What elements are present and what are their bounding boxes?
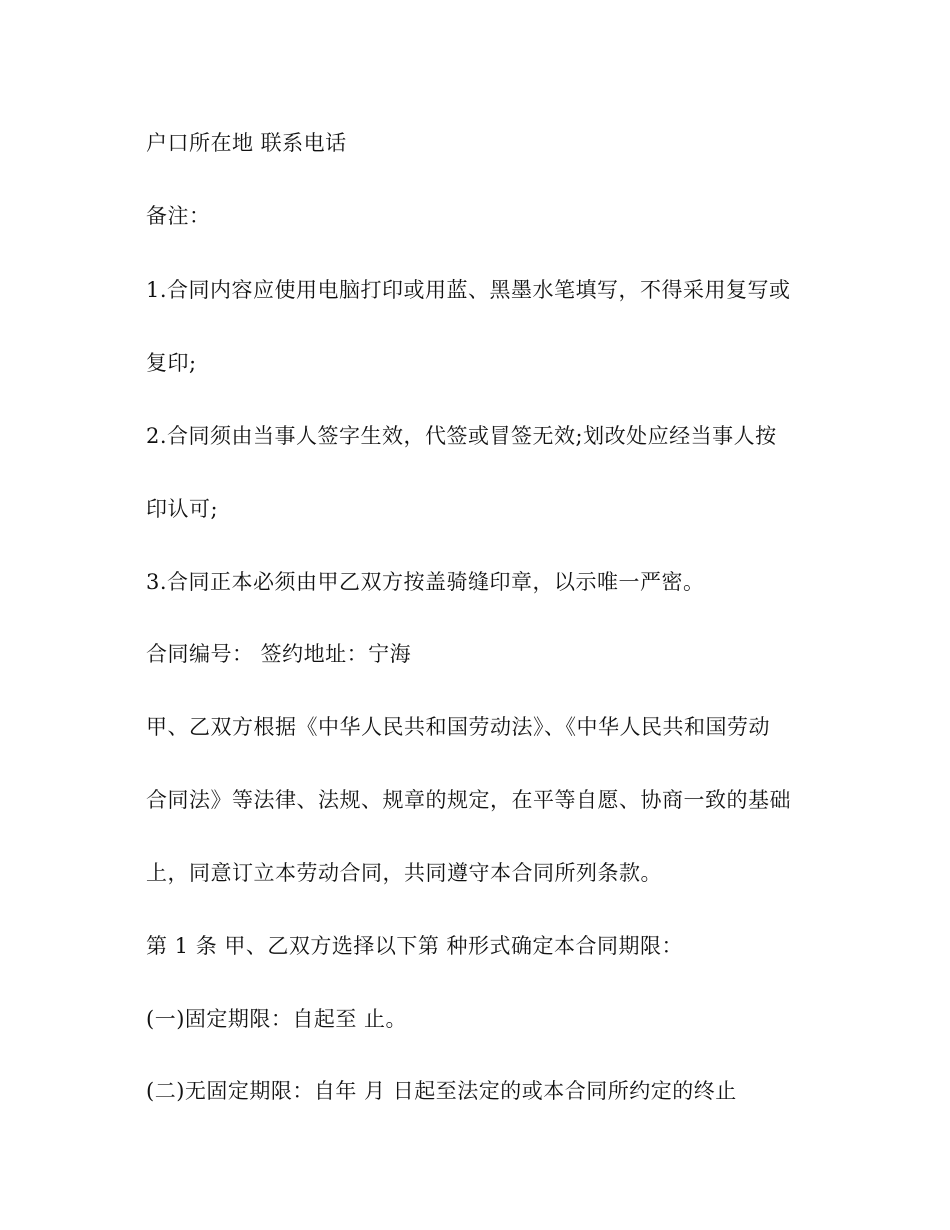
text-line-preamble-2: 合同法》等法律、法规、规章的规定，在平等自愿、协商一致的基础	[146, 788, 791, 812]
text-line-preamble-3: 上，同意订立本劳动合同，共同遵守本合同所列条款。	[146, 861, 662, 885]
text-line-open-ended-term: (二)无固定期限：自年 月 日起至法定的或本合同所约定的终止	[146, 1079, 737, 1103]
text-line-note-3: 3.合同正本必须由甲乙双方按盖骑缝印章，以示唯一严密。	[146, 570, 705, 594]
text-line-fixed-term: (一)固定期限：自起至 止。	[146, 1007, 408, 1031]
text-line-remarks-heading: 备注：	[146, 204, 211, 228]
text-line-note-1: 1.合同内容应使用电脑打印或用蓝、黑墨水笔填写，不得采用复写或	[146, 278, 791, 302]
text-line-note-2: 2.合同须由当事人签字生效，代签或冒签无效;划改处应经当事人按	[146, 424, 777, 448]
text-line-article-1: 第 1 条 甲、乙双方选择以下第 种形式确定本合同期限：	[146, 934, 684, 958]
text-line-contract-number-address: 合同编号： 签约地址：宁海	[146, 642, 412, 666]
text-line-note-2-cont: 印认可;	[146, 497, 219, 521]
text-line-preamble-1: 甲、乙双方根据《中华人民共和国劳动法》、《中华人民共和国劳动	[146, 715, 770, 739]
text-line-residence-contact: 户口所在地 联系电话	[146, 131, 347, 155]
text-line-note-1-cont: 复印;	[146, 351, 197, 375]
